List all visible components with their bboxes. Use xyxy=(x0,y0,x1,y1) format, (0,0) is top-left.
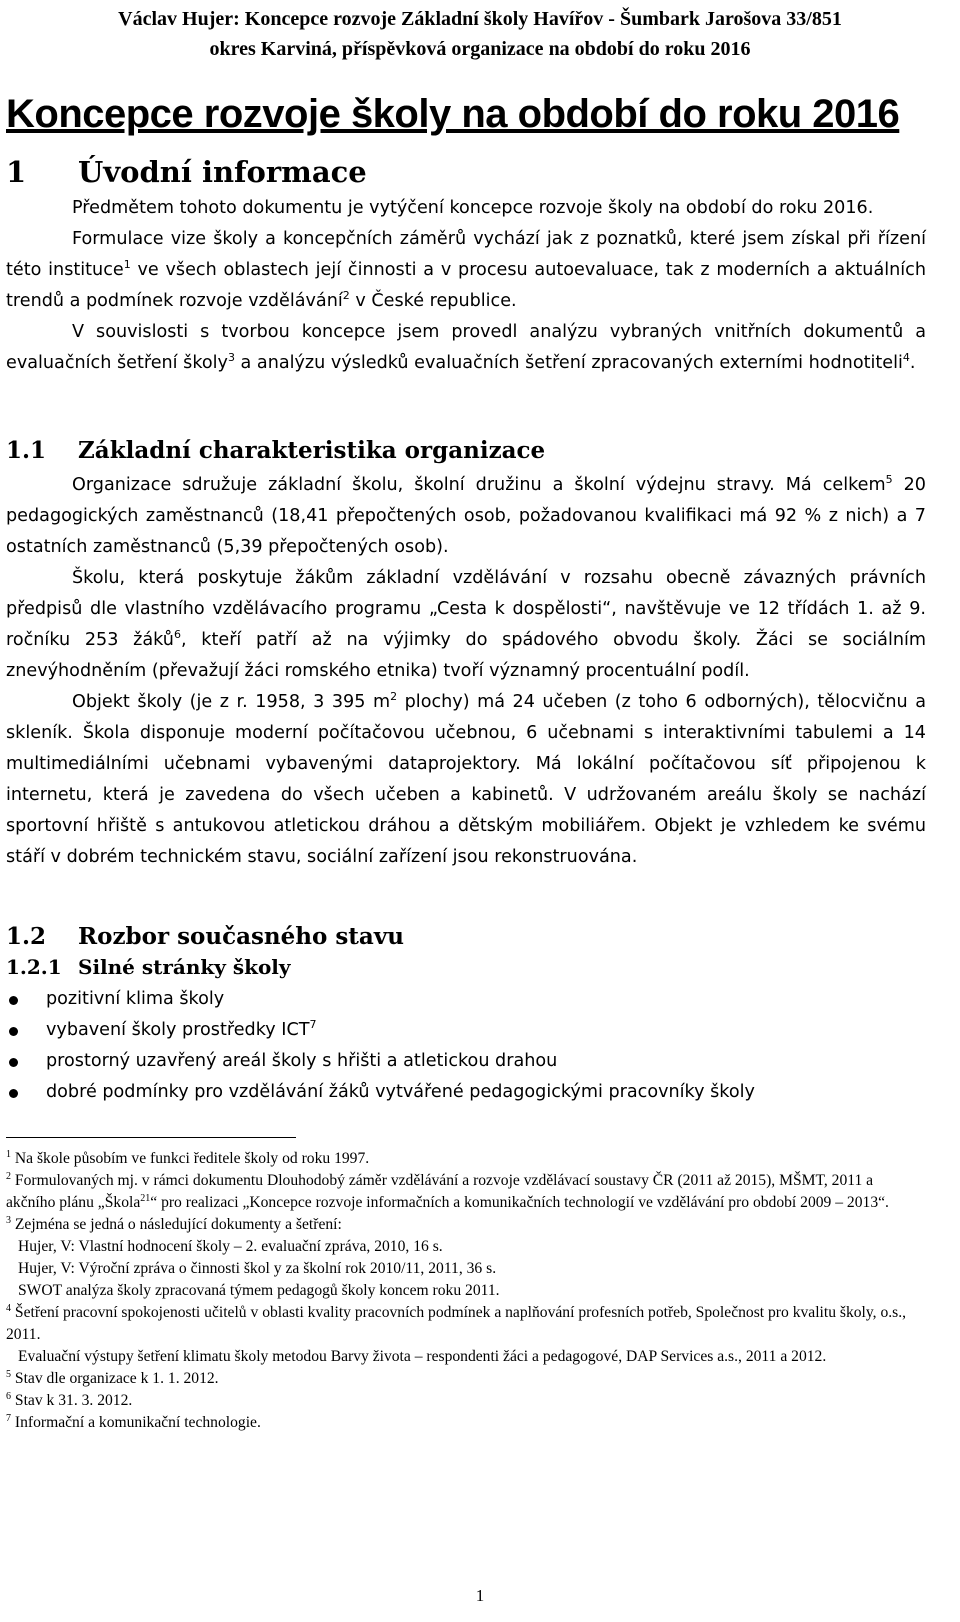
superscript: 2 xyxy=(390,690,398,704)
footnote-text: Na škole působím ve funkci ředitele školy od roku 1997. xyxy=(14,1150,370,1167)
header-line-2: okres Karviná, příspěvková organizace na období do roku 2016 xyxy=(209,38,751,60)
bullet-icon xyxy=(9,1027,18,1036)
section-title: Silné stránky školy xyxy=(78,955,291,979)
paragraph-text: . xyxy=(909,353,916,373)
footnote-number: 7 xyxy=(6,1412,11,1424)
superscript: 21 xyxy=(140,1192,151,1204)
section-1-2-heading xyxy=(6,923,404,950)
bullet-icon xyxy=(9,1089,18,1098)
footnote-ref: 2 xyxy=(342,289,350,303)
footnote-number: 2 xyxy=(6,1170,11,1182)
footnote-ref: 1 xyxy=(123,258,131,272)
footnote-6 xyxy=(6,1390,926,1412)
paragraph xyxy=(6,224,926,317)
footnote-ref: 7 xyxy=(309,1018,317,1032)
paragraph-text: Předmětem tohoto dokumentu je vytýčení koncepce rozvoje školy na období do roku 2016. xyxy=(72,198,874,218)
footnote-number: 6 xyxy=(6,1390,11,1402)
list-item-text: dobré podmínky pro vzdělávání žáků vytvářené pedagogickými pracovníky školy xyxy=(46,1082,755,1102)
footnote-ref: 5 xyxy=(885,473,893,487)
paragraph-text: v České republice. xyxy=(349,291,517,311)
footnote-2 xyxy=(6,1170,926,1214)
section-title: Základní charakteristika organizace xyxy=(78,437,546,464)
paragraph-text: Školu, která poskytuje žákům základní vzdělávání v rozsahu obecně závazných právních předpisů dle vlastního vzdělávacího programu „Cesta k dospělosti“, navštěvuje ve 12 třídách 1. až 9. ročníku 253 žáků xyxy=(6,568,926,650)
strengths-list xyxy=(6,984,926,1108)
list-item-text: pozitivní klima školy xyxy=(46,989,225,1009)
footnotes xyxy=(6,1148,926,1434)
footnote-text: Stav k 31. 3. 2012. xyxy=(14,1392,133,1409)
footnote-number: 4 xyxy=(6,1302,11,1314)
footnote-3-line: Hujer, V: Výroční zpráva o činnosti škol y za školní rok 2010/11, 2011, 36 s. xyxy=(18,1260,497,1277)
paragraph xyxy=(6,470,926,563)
section-1-heading xyxy=(6,155,367,189)
footnote-ref: 6 xyxy=(173,628,181,642)
paragraph-text: , kteří patří až na výjimky do spádového obvodu školy. Žáci se sociálním znevýhodněním (převažují žáci romského etnika) tvoří významný procentuální podíl. xyxy=(6,630,927,681)
page-number: 1 xyxy=(475,1586,485,1605)
section-number: 1.2 xyxy=(6,923,47,950)
list-item-text: vybavení školy prostředky ICT xyxy=(46,1020,310,1040)
section-title: Rozbor současného stavu xyxy=(78,923,404,950)
footnote-7 xyxy=(6,1412,926,1434)
footnote-number: 3 xyxy=(6,1214,11,1226)
paragraph-text: a analýzu výsledků evaluačních šetření zpracovaných externími hodnotiteli xyxy=(234,353,903,373)
paragraph-text: Formulace vize školy a koncepčních záměrů vychází jak z poznatků, které jsem získal při řízení této instituce xyxy=(6,229,926,280)
footnote-ref: 3 xyxy=(227,351,235,365)
footnote-4-line: Evaluační výstupy šetření klimatu školy metodou Barvy života – respondenti žáci a pedagogové, DAP Services a.s., 2011 a 2012. xyxy=(18,1348,827,1365)
footnote-text: Informační a komunikační technologie. xyxy=(14,1414,261,1431)
footnote-number: 1 xyxy=(6,1148,11,1160)
footnote-3-line: Hujer, V: Vlastní hodnocení školy – 2. evaluační zpráva, 2010, 16 s. xyxy=(18,1238,443,1255)
paragraph-text: 20 pedagogických zaměstnanců (18,41 přepočtených osob, požadovanou kvalifikaci má 92 % z nich) a 7 ostatních zaměstnanců (5,39 přepočtených osob). xyxy=(6,475,926,557)
section-1-2-1-heading xyxy=(6,955,291,979)
paragraph-text: Organizace sdružuje základní školu, školní družinu a školní výdejnu stravy. Má celkem xyxy=(72,475,886,495)
footnote-1 xyxy=(6,1148,926,1170)
section-number: 1.2.1 xyxy=(6,955,62,979)
section-1-1-body xyxy=(6,470,926,873)
section-number: 1.1 xyxy=(6,437,47,464)
paragraph-text: ve všech oblastech její činnosti a v procesu autoevaluace, tak z moderních a aktuálních trendů a podmínek rozvoje vzdělávání xyxy=(6,260,926,311)
footnote-divider xyxy=(6,1137,296,1138)
section-1-1-heading xyxy=(6,437,545,464)
list-item xyxy=(6,1015,926,1046)
paragraph-text: Objekt školy (je z r. 1958, 3 395 m xyxy=(72,692,391,712)
paragraph xyxy=(6,687,926,873)
paragraph xyxy=(6,563,926,687)
paragraph xyxy=(6,317,926,379)
list-item xyxy=(6,1077,926,1108)
footnote-text: “ pro realizaci „Koncepce rozvoje informačních a komunikačních technologií ve vzdělávání pro období 2009 – 2013“. xyxy=(150,1194,889,1211)
footnote-text: Formulovaných mj. v rámci dokumentu Dlouhodobý záměr vzdělávání a rozvoje vzdělávací soustavy ČR (2011 až 2015), MŠMT, 2011 a akčního plánu „Škola xyxy=(6,1172,874,1211)
section-title: Úvodní informace xyxy=(78,155,367,189)
section-number: 1 xyxy=(6,155,27,189)
bullet-icon xyxy=(9,996,18,1005)
footnote-text: Stav dle organizace k 1. 1. 2012. xyxy=(14,1370,219,1387)
footnote-3 xyxy=(6,1214,926,1236)
footnote-text: Šetření pracovní spokojenosti učitelů v oblasti kvality pracovních podmínek a naplňování profesních potřeb, Společnost pro kvalitu školy, o.s., 2011. xyxy=(6,1304,907,1343)
footnote-text: Zejména se jedná o následující dokumenty a šetření: xyxy=(14,1216,342,1233)
running-header xyxy=(0,4,960,64)
section-1-body xyxy=(6,193,926,379)
paragraph-text: plochy) má 24 učeben (z toho 6 odborných), tělocvičnu a skleník. Škola disponuje moderní počítačovou učebnou, 6 učebnami s interaktivními tabulemi a 14 multimediálními učebnami vybavenými dataprojektory. Má lokální počítačovou síť připojenou k internetu, která je zavedena do všech učeben a kabinetů. V udržovaném areálu školy se nachází sportovní hřiště s antukovou atletickou dráhou a dětským mobiliářem. Objekt je vzhledem ke svému stáří v dobrém technickém stavu, sociální zařízení jsou rekonstruována. xyxy=(6,692,926,867)
bullet-icon xyxy=(9,1058,18,1067)
footnote-number: 5 xyxy=(6,1368,11,1380)
footnote-ref: 4 xyxy=(902,351,910,365)
paragraph-text: V souvislosti s tvorbou koncepce jsem provedl analýzu vybraných vnitřních dokumentů a evaluačních šetření školy xyxy=(6,322,926,373)
paragraph xyxy=(6,193,926,224)
list-item xyxy=(6,984,926,1015)
list-item xyxy=(6,1046,926,1077)
footnote-3-line: SWOT analýza školy zpracovaná týmem pedagogů školy koncem roku 2011. xyxy=(18,1282,500,1299)
document-title: Koncepce rozvoje školy na období do roku 2016 xyxy=(6,92,900,136)
list-item-text: prostorný uzavřený areál školy s hřišti a atletickou drahou xyxy=(46,1051,558,1071)
footnote-5 xyxy=(6,1368,926,1390)
footnote-4 xyxy=(6,1302,926,1346)
header-line-1: Václav Hujer: Koncepce rozvoje Základní školy Havířov - Šumbark Jarošova 33/851 xyxy=(118,8,842,30)
